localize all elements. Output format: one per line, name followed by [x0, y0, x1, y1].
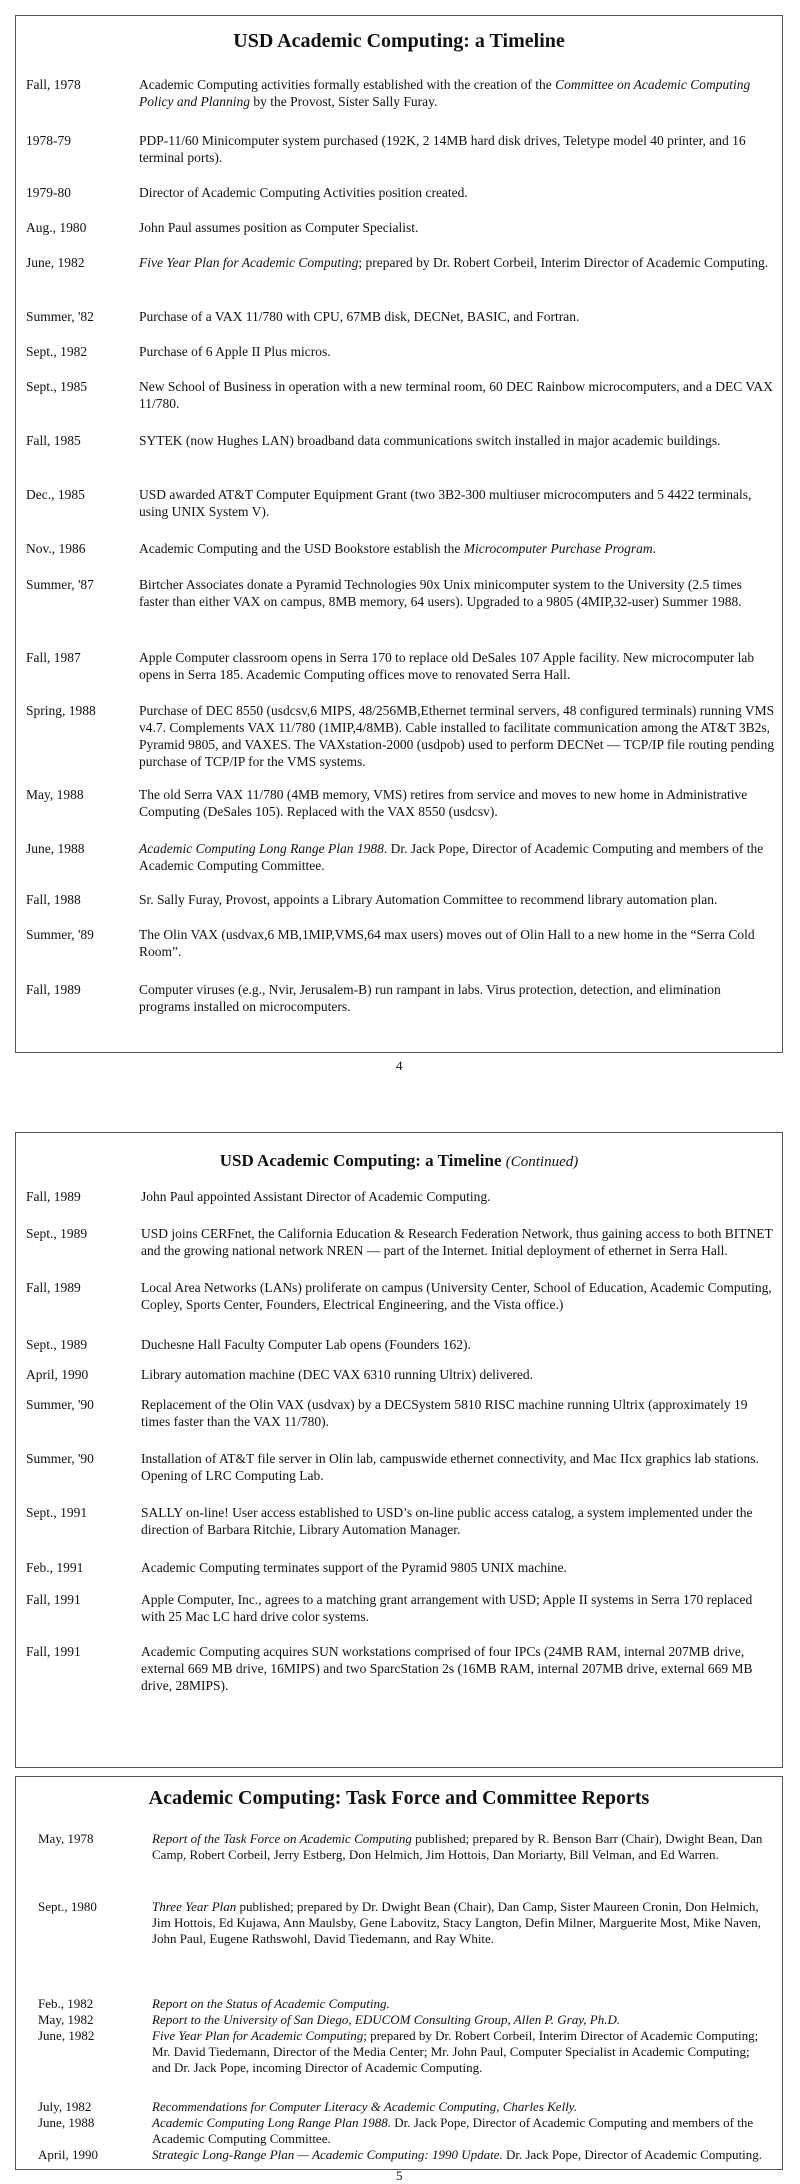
entry-description: [152, 2115, 770, 2147]
entry-date: Feb., 1991: [26, 1560, 84, 1575]
entry-italic-title: Recommendations for Computer Literacy & Academic Computing, Charles Kelly.: [152, 2099, 578, 2114]
entry-text: ; prepared by Dr. Robert Corbeil, Interim Director of Academic Computing; Mr. David Tiedemann, Director of the Media Center; Mr. John Paul, Computer Specialist in Academic Computing; and Dr. Jack Pope, incoming Director of Academic Computing.: [152, 2028, 759, 2075]
entry-text: John Paul appointed Assistant Director of Academic Computing.: [141, 1189, 491, 1204]
entry-date: Fall, 1985: [26, 433, 81, 448]
entry-description: [139, 219, 775, 236]
entry-date: Sept., 1985: [26, 379, 88, 394]
entry-text: Academic Computing and the USD Bookstore establish the: [139, 541, 464, 556]
entry-date: April, 1990: [38, 2147, 98, 2162]
entry-date: Fall, 1987: [26, 650, 81, 665]
entry-text: PDP-11/60 Minicomputer system purchased (192K, 2 14MB hard disk drives, Teletype model 40 printer, and 16 terminal ports).: [139, 133, 746, 165]
entry-text: New School of Business in operation with a new terminal room, 60 DEC Rainbow microcomputers, and a DEC VAX 11/780.: [139, 379, 773, 411]
entry-text: Academic Computing terminates support of the Pyramid 9805 UNIX machine.: [141, 1560, 567, 1575]
entry-italic-title: Academic Computing Long Range Plan 1988.: [152, 2115, 392, 2130]
timeline-page-1: [15, 15, 783, 1053]
entry-text: Director of Academic Computing Activities position created.: [139, 185, 468, 200]
entry-description: [141, 1279, 774, 1313]
entry-text: SALLY on-line! User access established to USD’s on-line public access catalog, a system implemented under the direction of Barbara Ritchie, Library Automation Manager.: [141, 1505, 753, 1537]
entry-italic-title: Committee on Academic Computing Policy and Planning: [139, 77, 751, 109]
entry-description: [139, 840, 775, 874]
entry-description: [141, 1336, 774, 1353]
entry-description: [141, 1504, 774, 1538]
entry-date: June, 1988: [26, 841, 85, 856]
entry-italic-title: Report on the Status of Academic Computing.: [152, 1996, 390, 2011]
entry-description: [139, 76, 775, 110]
entry-text: Purchase of 6 Apple II Plus micros.: [139, 344, 331, 359]
entry-date: Fall, 1991: [26, 1592, 81, 1607]
entry-date: Sept., 1989: [26, 1226, 88, 1241]
entry-date: July, 1982: [38, 2099, 92, 2114]
entry-date: May, 1982: [38, 2012, 94, 2027]
entry-date: June, 1982: [38, 2028, 95, 2043]
entry-date: Summer, '87: [26, 577, 94, 592]
entry-description: [139, 576, 775, 610]
entry-text: Installation of AT&T file server in Olin lab, campuswide ethernet connectivity, and Mac IIcx graphics lab stations. Opening of LRC Computing Lab.: [141, 1451, 759, 1483]
entry-description: [152, 2147, 770, 2163]
entry-date: 1979-80: [26, 185, 71, 200]
entry-date: Feb., 1982: [38, 1996, 94, 2011]
entry-description: [139, 891, 775, 908]
entry-text: published; prepared by R. Benson Barr (Chair), Dwight Bean, Dan Camp, Robert Corbeil, Jerry Estberg, Don Helmich, Jim Hottois, Dan Moriarty, Bill Velman, and Ed Warren.: [152, 1831, 763, 1862]
entry-italic-title: Five Year Plan for Academic Computing: [139, 255, 359, 270]
entry-date: Summer, '82: [26, 309, 94, 324]
entry-description: [139, 378, 775, 412]
entry-description: [141, 1450, 774, 1484]
entry-text: by the Provost, Sister Sally Furay.: [249, 94, 438, 109]
section-title: Academic Computing: Task Force and Committee Reports: [148, 1787, 650, 1809]
entry-date: Fall, 1991: [26, 1644, 81, 1659]
entry-text: Library automation machine (DEC VAX 6310 running Ultrix) delivered.: [141, 1367, 534, 1382]
page-title: USD Academic Computing: a Timeline: [233, 30, 565, 52]
entry-italic-title: Report to the University of San Diego, EDUCOM Consulting Group, Allen P. Gray, Ph.D.: [152, 2012, 621, 2027]
entry-text: Computer viruses (e.g., Nvir, Jerusalem-B) run rampant in labs. Virus protection, detection, and elimination programs installed on microcomputers.: [139, 982, 721, 1014]
entry-text: USD awarded AT&T Computer Equipment Grant (two 3B2-300 multiuser microcomputers and 5 4422 terminals, using UNIX System V).: [139, 487, 752, 519]
entry-date: May, 1988: [26, 787, 84, 802]
entry-text: Academic Computing activities formally established with the creation of the: [139, 77, 556, 92]
entry-text: .: [652, 541, 657, 556]
entry-date: Summer, '90: [26, 1451, 94, 1466]
entry-text: The old Serra VAX 11/780 (4MB memory, VMS) retires from service and moves to new home in Administrative Computing (DeSales 105). Replaced with the VAX 8550 (usdcsv).: [139, 787, 748, 819]
reports-section: [15, 1776, 783, 2170]
entry-text: Apple Computer classroom opens in Serra 170 to replace old DeSales 107 Apple facility. New microcomputer lab opens in Serra 185. Academic Computing offices move to renovated Serra Hall.: [139, 650, 755, 682]
entry-description: [139, 981, 775, 1015]
entry-italic-title: Academic Computing Long Range Plan 1988: [139, 841, 384, 856]
entry-text: Birtcher Associates donate a Pyramid Technologies 90x Unix minicomputer system to the University (2.5 times faster than either VAX on campus, 8MB memory, 64 users). Upgraded to a 9805 (4MIP,32-user) Summer 1988.: [139, 577, 742, 609]
entry-description: [139, 926, 775, 960]
entry-date: Dec., 1985: [26, 487, 85, 502]
entry-description: [139, 540, 775, 557]
entry-date: Fall, 1989: [26, 982, 81, 997]
entry-text: published; prepared by Dr. Dwight Bean (Chair), Dan Camp, Sister Maureen Cronin, Don Helmich, Jim Hottois, Ed Kujawa, Ann Maulsby, Gene Labovitz, Stacy Langton, Defin Milner, Marguerite Most, Mike Naven, John Paul, Eugene Rathswohl, David Tiedemann, and Ray White.: [152, 1899, 761, 1946]
entry-date: Fall, 1978: [26, 77, 81, 92]
entry-description: [152, 2028, 770, 2076]
entry-description: [152, 2099, 770, 2115]
entry-description: [141, 1591, 774, 1625]
entry-italic-title: Report of the Task Force on Academic Computing: [152, 1831, 412, 1846]
entry-text: Purchase of a VAX 11/780 with CPU, 67MB disk, DECNet, BASIC, and Fortran.: [139, 309, 580, 324]
entry-description: [139, 486, 775, 520]
title-text: USD Academic Computing: a Timeline: [219, 1151, 502, 1170]
entry-italic-title: Strategic Long-Range Plan — Academic Computing: 1990 Update.: [152, 2147, 503, 2162]
entry-date: Fall, 1989: [26, 1280, 81, 1295]
entry-description: [139, 308, 775, 325]
entry-description: [139, 432, 775, 449]
entry-text: Dr. Jack Pope, Director of Academic Computing.: [502, 2147, 762, 2162]
entry-text: Duchesne Hall Faculty Computer Lab opens (Founders 162).: [141, 1337, 471, 1352]
entry-description: [141, 1643, 774, 1694]
entry-text: ; prepared by Dr. Robert Corbeil, Interim Director of Academic Computing.: [358, 255, 769, 270]
entry-date: Summer, '89: [26, 927, 94, 942]
entry-date: Sept., 1989: [26, 1337, 88, 1352]
entry-date: Fall, 1988: [26, 892, 81, 907]
entry-description: [139, 184, 775, 201]
entry-text: . Dr. Jack Pope, Director of Academic Computing and members of the Academic Computing Committee.: [139, 841, 764, 873]
entry-date: Summer, '90: [26, 1397, 94, 1412]
continued-label: (Continued): [505, 1154, 579, 1170]
entry-text: John Paul assumes position as Computer Specialist.: [139, 220, 419, 235]
page-title: [16, 1151, 782, 1171]
entry-description: [139, 702, 775, 770]
timeline-page-2: [15, 1132, 783, 1768]
entry-italic-title: Five Year Plan for Academic Computing: [152, 2028, 364, 2043]
entry-date: Aug., 1980: [26, 220, 87, 235]
entry-date: 1978-79: [26, 133, 71, 148]
entry-text: USD joins CERFnet, the California Education & Research Federation Network, thus gaining access to both BITNET and the growing national network NREN — part of the Internet. Initial deployment of ethernet in Serra Hall.: [141, 1226, 773, 1258]
entry-italic-title: Three Year Plan: [152, 1899, 237, 1914]
entry-date: Sept., 1982: [26, 344, 88, 359]
entry-description: [141, 1396, 774, 1430]
entry-description: [152, 1831, 770, 1863]
entry-text: Sr. Sally Furay, Provost, appoints a Library Automation Committee to recommend library automation plan.: [139, 892, 718, 907]
entry-date: May, 1978: [38, 1831, 94, 1846]
entry-date: Nov., 1986: [26, 541, 86, 556]
entry-description: [141, 1366, 774, 1383]
entry-date: Sept., 1980: [38, 1899, 97, 1914]
entry-text: SYTEK (now Hughes LAN) broadband data communications switch installed in major academic buildings.: [139, 433, 721, 448]
entry-description: [141, 1188, 774, 1205]
entry-description: [152, 1996, 770, 2012]
page-number: 5: [396, 2168, 403, 2183]
entry-description: [141, 1225, 774, 1259]
entry-text: The Olin VAX (usdvax,6 MB,1MIP,VMS,64 max users) moves out of Olin Hall to a new home in the “Serra Cold Room”.: [139, 927, 755, 959]
entry-description: [141, 1559, 774, 1576]
page-number: 4: [396, 1058, 403, 1073]
entry-italic-title: Microcomputer Purchase Program: [463, 541, 653, 556]
entry-text: Replacement of the Olin VAX (usdvax) by a DECSystem 5810 RISC machine running Ultrix (approximately 19 times faster than the VAX 11/780).: [141, 1397, 748, 1429]
entry-description: [139, 343, 775, 360]
entry-date: Fall, 1989: [26, 1189, 81, 1204]
entry-description: [139, 786, 775, 820]
entry-text: Dr. Jack Pope, Director of Academic Computing and members of the Academic Computing Committee.: [152, 2115, 754, 2146]
entry-text: Apple Computer, Inc., agrees to a matching grant arrangement with USD; Apple II systems in Serra 170 replaced with 25 Mac LC hard drive color systems.: [141, 1592, 753, 1624]
entry-date: April, 1990: [26, 1367, 89, 1382]
entry-text: Academic Computing acquires SUN workstations comprised of four IPCs (24MB RAM, internal 207MB drive, external 669 MB drive, 16MIPS) and two SparcStation 2s (16MB RAM, internal 207MB drive, external 669 MB drive, 28MIPS).: [141, 1644, 753, 1693]
entry-text: Local Area Networks (LANs) proliferate on campus (University Center, School of Education, Academic Computing, Copley, Sports Center, Founders, Electrical Engineering, and the Vista office.): [141, 1280, 772, 1312]
entry-description: [139, 132, 775, 166]
entry-date: June, 1982: [26, 255, 85, 270]
entry-description: [152, 2012, 770, 2028]
entry-date: June, 1988: [38, 2115, 95, 2130]
entry-date: Spring, 1988: [26, 703, 96, 718]
entry-description: [139, 649, 775, 683]
entry-description: [152, 1899, 770, 1947]
entry-date: Sept., 1991: [26, 1505, 88, 1520]
entry-text: Purchase of DEC 8550 (usdcsv,6 MIPS, 48/256MB,Ethernet terminal servers, 48 configured terminals) running VMS v4.7. Complements VAX 11/780 (1MIP,4/8MB). Cable installed to facilitate communication among the AT&T 3B2s, Pyramid 9805, and VAXES. The VAXstation-2000 (usdpob) used to perform DECNet — TCP/IP file routing pending purchase of TCP/IP for the VMS systems.: [139, 703, 775, 769]
entry-description: [139, 254, 775, 271]
